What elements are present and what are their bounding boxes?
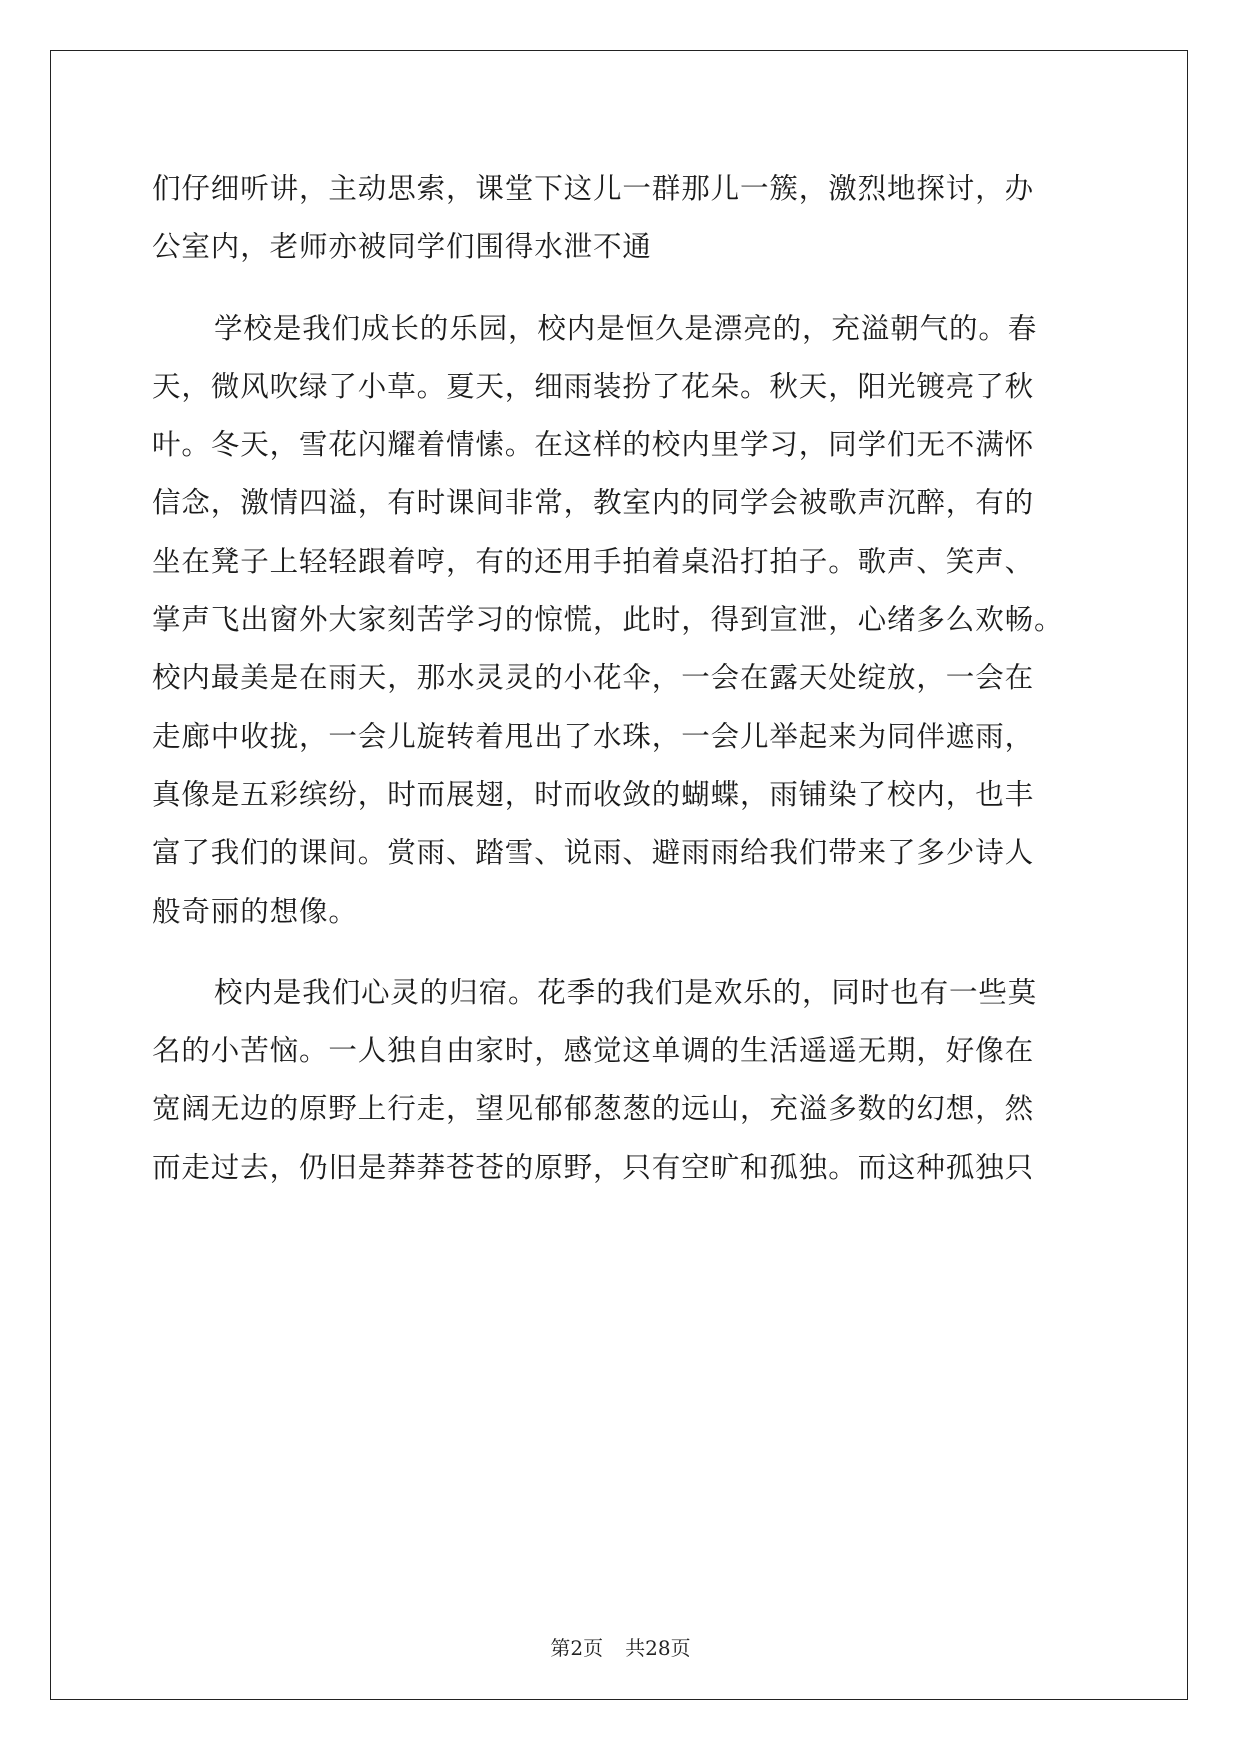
- text-line: 真像是五彩缤纷，时而展翅，时而收敛的蝴蝶，雨铺染了校内，也丰: [152, 777, 1035, 811]
- text-line: 学校是我们成长的乐园，校内是恒久是漂亮的，充溢朝气的。春: [214, 311, 1038, 345]
- text-line: 而走过去，仍旧是莽莽苍苍的原野，只有空旷和孤独。而这种孤独只: [152, 1150, 1035, 1184]
- text-line: 坐在凳子上轻轻跟着哼，有的还用手拍着桌沿打拍子。歌声、笑声、: [152, 544, 1035, 578]
- text-line: 天，微风吹绿了小草。夏天，细雨装扮了花朵。秋天，阳光镀亮了秋: [152, 369, 1035, 403]
- text-line: 掌声飞出窗外大家刻苦学习的惊慌，此时，得到宣泄，心绪多么欢畅。: [152, 603, 1064, 637]
- paragraph: [152, 964, 1092, 1197]
- text-line: 校内最美是在雨天，那水灵灵的小花伞，一会在露天处绽放，一会在: [152, 661, 1035, 695]
- text-line: 公室内，老师亦被同学们围得水泄不通: [152, 230, 652, 264]
- text-line: 走廊中收拢，一会儿旋转着甩出了水珠，一会儿举起来为同伴遮雨，: [152, 719, 1035, 753]
- text-line: 校内是我们心灵的归宿。花季的我们是欢乐的，同时也有一些莫: [214, 975, 1038, 1009]
- page-footer: [0, 1632, 1241, 1661]
- text-line: 名的小苦恼。一人独自由家时，感觉这单调的生活遥遥无期，好像在: [152, 1034, 1035, 1068]
- paragraph: [152, 160, 1092, 277]
- text-line: 宽阔无边的原野上行走，望见郁郁葱葱的远山，充溢多数的幻想，然: [152, 1092, 1035, 1126]
- document-body: [152, 160, 1092, 1197]
- page-total: 共28页: [625, 1636, 691, 1660]
- paragraph: [152, 300, 1092, 941]
- text-line: 叶。冬天，雪花闪耀着情愫。在这样的校内里学习，同学们无不满怀: [152, 428, 1035, 462]
- text-line: 信念，激情四溢，有时课间非常，教室内的同学会被歌声沉醉，有的: [152, 486, 1035, 520]
- text-line: 般奇丽的想像。: [152, 894, 358, 928]
- text-line: 们仔细听讲，主动思索，课堂下这儿一群那儿一簇，激烈地探讨，办: [152, 172, 1035, 205]
- text-line: 富了我们的课间。赏雨、踏雪、说雨、避雨雨给我们带来了多少诗人: [152, 836, 1035, 870]
- page-number: 第2页: [550, 1636, 604, 1660]
